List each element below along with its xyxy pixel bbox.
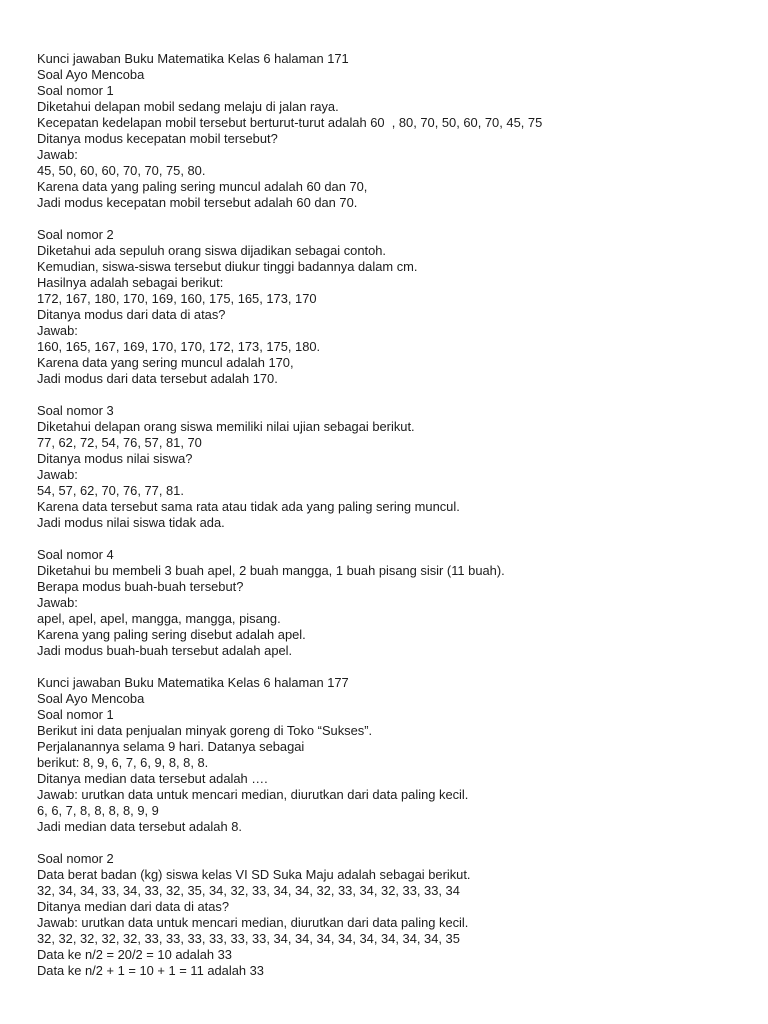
question-line: Kecepatan kedelapan mobil tersebut berturut-turut adalah 60 , 80, 70, 50, 60, 70, 45, 75 [37, 115, 543, 130]
question-line: Data ke n/2 = 20/2 = 10 adalah 33 [37, 947, 232, 962]
question-line: Jadi modus kecepatan mobil tersebut adalah 60 dan 70. [37, 195, 358, 210]
question-line: 32, 34, 34, 33, 34, 33, 32, 35, 34, 32, 33, 34, 34, 32, 33, 34, 32, 33, 33, 34 [37, 883, 460, 898]
question-block [37, 547, 757, 659]
question-line: Jadi modus buah-buah tersebut adalah apel. [37, 643, 293, 658]
question-line: 77, 62, 72, 54, 76, 57, 81, 70 [37, 435, 202, 450]
question-line: Jawab: [37, 147, 78, 162]
question-line: Berikut ini data penjualan minyak goreng di Toko “Sukses”. [37, 723, 373, 738]
question-line: Ditanya median dari data di atas? [37, 899, 230, 914]
question-line: Diketahui ada sepuluh orang siswa dijadikan sebagai contoh. [37, 243, 386, 258]
answer-key-section-177 [37, 675, 757, 979]
question-line: Karena data yang sering muncul adalah 170, [37, 355, 294, 370]
question-line: Ditanya modus kecepatan mobil tersebut? [37, 131, 278, 146]
question-line: Kemudian, siswa-siswa tersebut diukur tinggi badannya dalam cm. [37, 259, 418, 274]
question-line: Ditanya median data tersebut adalah …. [37, 771, 268, 786]
question-line: Karena data yang paling sering muncul adalah 60 dan 70, [37, 179, 368, 194]
question-line: Jadi median data tersebut adalah 8. [37, 819, 242, 834]
question-line: 32, 32, 32, 32, 32, 33, 33, 33, 33, 33, 33, 34, 34, 34, 34, 34, 34, 34, 34, 35 [37, 931, 460, 946]
question-line: Jadi modus dari data tersebut adalah 170. [37, 371, 278, 386]
question-line: Karena data tersebut sama rata atau tidak ada yang paling sering muncul. [37, 499, 460, 514]
question-line: Diketahui bu membeli 3 buah apel, 2 buah mangga, 1 buah pisang sisir (11 buah). [37, 563, 505, 578]
question-line: 54, 57, 62, 70, 76, 77, 81. [37, 483, 184, 498]
question-title: Soal nomor 2 [37, 227, 114, 242]
question-line: Data ke n/2 + 1 = 10 + 1 = 11 adalah 33 [37, 963, 264, 978]
question-block [37, 227, 757, 387]
question-line: 160, 165, 167, 169, 170, 170, 172, 173, 175, 180. [37, 339, 321, 354]
question-line: Perjalanannya selama 9 hari. Datanya sebagai [37, 739, 305, 754]
document-page [37, 51, 757, 979]
question-line: Jadi modus nilai siswa tidak ada. [37, 515, 225, 530]
question-line: Berapa modus buah-buah tersebut? [37, 579, 244, 594]
question-line: Jawab: urutkan data untuk mencari median, diurutkan dari data paling kecil. [37, 787, 469, 802]
question-line: Ditanya modus dari data di atas? [37, 307, 226, 322]
question-block [37, 83, 757, 211]
question-line: berikut: 8, 9, 6, 7, 6, 9, 8, 8, 8. [37, 755, 209, 770]
question-block [37, 851, 757, 979]
section-heading: Kunci jawaban Buku Matematika Kelas 6 halaman 177 [37, 675, 349, 690]
question-line: Diketahui delapan mobil sedang melaju di jalan raya. [37, 99, 339, 114]
question-line: Hasilnya adalah sebagai berikut: [37, 275, 224, 290]
question-line: Jawab: [37, 467, 78, 482]
question-title: Soal nomor 1 [37, 83, 114, 98]
question-line: Ditanya modus nilai siswa? [37, 451, 193, 466]
question-title: Soal nomor 3 [37, 403, 114, 418]
question-line: Karena yang paling sering disebut adalah apel. [37, 627, 306, 642]
question-line: 172, 167, 180, 170, 169, 160, 175, 165, 173, 170 [37, 291, 317, 306]
section-subheading: Soal Ayo Mencoba [37, 691, 145, 706]
question-block [37, 403, 757, 531]
question-line: 6, 6, 7, 8, 8, 8, 8, 9, 9 [37, 803, 159, 818]
question-line: Jawab: [37, 323, 78, 338]
question-line: Jawab: [37, 595, 78, 610]
section-subheading: Soal Ayo Mencoba [37, 67, 145, 82]
question-line: apel, apel, apel, mangga, mangga, pisang. [37, 611, 281, 626]
section-heading: Kunci jawaban Buku Matematika Kelas 6 halaman 171 [37, 51, 349, 66]
question-line: Jawab: urutkan data untuk mencari median, diurutkan dari data paling kecil. [37, 915, 469, 930]
question-block [37, 707, 757, 835]
question-title: Soal nomor 2 [37, 851, 114, 866]
question-line: Data berat badan (kg) siswa kelas VI SD Suka Maju adalah sebagai berikut. [37, 867, 471, 882]
question-line: Diketahui delapan orang siswa memiliki nilai ujian sebagai berikut. [37, 419, 415, 434]
question-title: Soal nomor 1 [37, 707, 114, 722]
answer-key-section-171 [37, 51, 757, 659]
question-line: 45, 50, 60, 60, 70, 70, 75, 80. [37, 163, 206, 178]
question-title: Soal nomor 4 [37, 547, 114, 562]
